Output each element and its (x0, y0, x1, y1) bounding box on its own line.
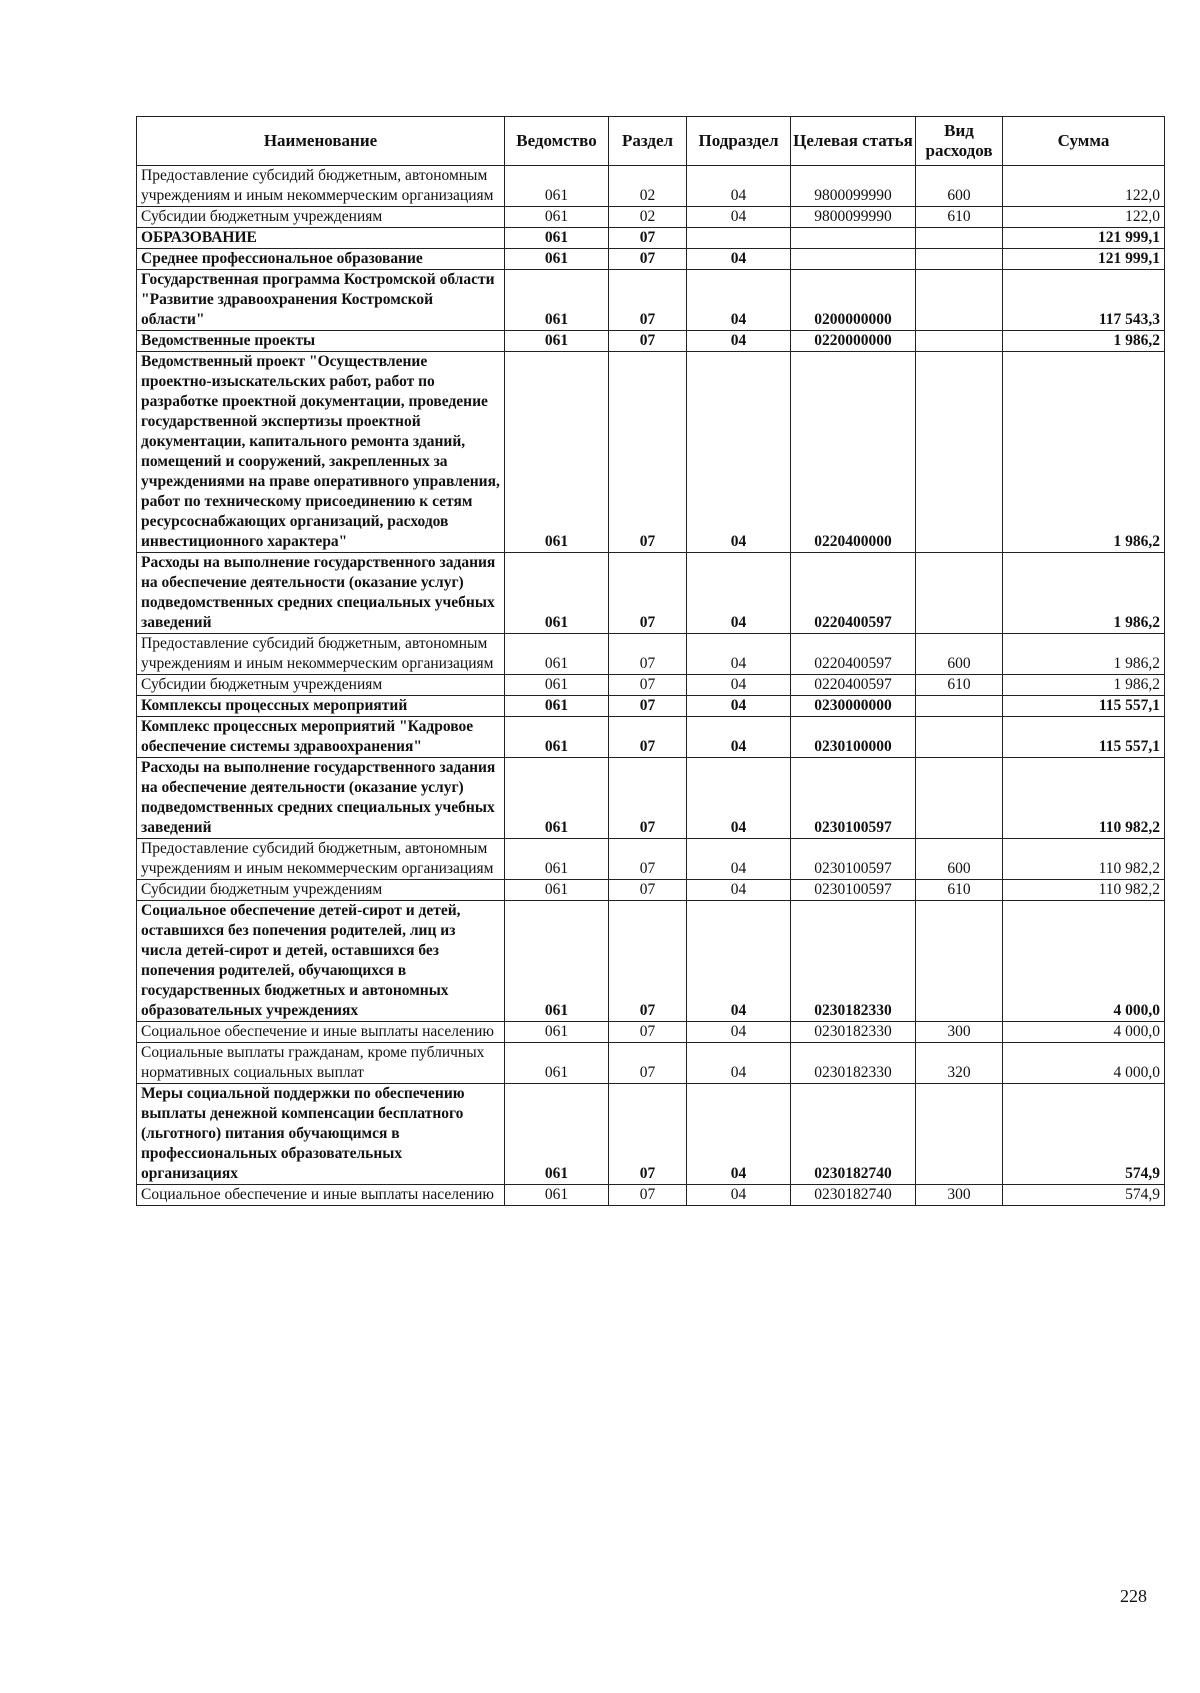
row-vedomstvo: 061 (505, 331, 609, 352)
row-celevaya-statya: 0230100000 (791, 717, 916, 758)
row-summa: 121 999,1 (1003, 228, 1165, 249)
row-vedomstvo: 061 (505, 553, 609, 634)
row-razdel: 07 (609, 331, 687, 352)
page-number: 228 (1120, 1586, 1147, 1606)
row-podrazdel: 04 (687, 1043, 791, 1084)
table-body (137, 166, 1165, 1206)
row-vid-rashodov: 300 (916, 1022, 1003, 1043)
row-celevaya-statya (791, 228, 916, 249)
row-podrazdel: 04 (687, 166, 791, 207)
row-vid-rashodov (916, 758, 1003, 839)
row-vedomstvo: 061 (505, 249, 609, 270)
row-name: ОБРАЗОВАНИЕ (137, 228, 505, 249)
row-razdel: 07 (609, 249, 687, 270)
row-vid-rashodov: 320 (916, 1043, 1003, 1084)
table-row (137, 207, 1165, 228)
row-name: Субсидии бюджетным учреждениям (137, 880, 505, 901)
row-celevaya-statya: 0230182330 (791, 901, 916, 1022)
row-summa: 115 557,1 (1003, 717, 1165, 758)
row-name: Социальное обеспечение и иные выплаты населению (137, 1185, 505, 1206)
row-vid-rashodov: 610 (916, 207, 1003, 228)
row-summa: 574,9 (1003, 1185, 1165, 1206)
row-podrazdel: 04 (687, 207, 791, 228)
header-summa: Сумма (1003, 117, 1165, 166)
row-razdel: 07 (609, 352, 687, 553)
row-vid-rashodov (916, 352, 1003, 553)
row-vedomstvo: 061 (505, 1043, 609, 1084)
row-name: Субсидии бюджетным учреждениям (137, 675, 505, 696)
row-vid-rashodov (916, 696, 1003, 717)
row-razdel: 07 (609, 634, 687, 675)
row-name: Социальное обеспечение детей-сирот и детей, оставшихся без попечения родителей, лиц из числа детей-сирот и детей, оставшихся без попечения родителей, обучающихся в государственных бюджетных и автономных образовательных учреждениях (137, 901, 505, 1022)
row-name: Ведомственные проекты (137, 331, 505, 352)
row-vedomstvo: 061 (505, 634, 609, 675)
row-vedomstvo: 061 (505, 228, 609, 249)
row-podrazdel: 04 (687, 675, 791, 696)
table-row (137, 228, 1165, 249)
row-podrazdel: 04 (687, 880, 791, 901)
row-podrazdel: 04 (687, 553, 791, 634)
row-celevaya-statya: 0230182740 (791, 1084, 916, 1185)
table-row (137, 270, 1165, 331)
row-podrazdel: 04 (687, 270, 791, 331)
row-summa: 1 986,2 (1003, 675, 1165, 696)
row-summa: 122,0 (1003, 166, 1165, 207)
row-razdel: 07 (609, 1185, 687, 1206)
table-row (137, 839, 1165, 880)
row-summa: 121 999,1 (1003, 249, 1165, 270)
row-celevaya-statya: 0200000000 (791, 270, 916, 331)
row-vid-rashodov: 600 (916, 166, 1003, 207)
row-summa: 1 986,2 (1003, 634, 1165, 675)
row-podrazdel: 04 (687, 1185, 791, 1206)
table-row (137, 1022, 1165, 1043)
row-celevaya-statya: 0230100597 (791, 839, 916, 880)
row-razdel: 07 (609, 228, 687, 249)
row-vid-rashodov: 600 (916, 634, 1003, 675)
header-celevaya-statya: Целевая статья (791, 117, 916, 166)
table-row (137, 675, 1165, 696)
row-vid-rashodov (916, 901, 1003, 1022)
row-razdel: 07 (609, 717, 687, 758)
table-row (137, 553, 1165, 634)
row-celevaya-statya: 9800099990 (791, 166, 916, 207)
row-summa: 1 986,2 (1003, 331, 1165, 352)
row-celevaya-statya: 0230182740 (791, 1185, 916, 1206)
row-summa: 4 000,0 (1003, 1022, 1165, 1043)
row-summa: 115 557,1 (1003, 696, 1165, 717)
row-podrazdel: 04 (687, 352, 791, 553)
row-razdel: 07 (609, 696, 687, 717)
row-celevaya-statya (791, 249, 916, 270)
row-vedomstvo: 061 (505, 270, 609, 331)
budget-table (136, 116, 1165, 1206)
row-vedomstvo: 061 (505, 880, 609, 901)
row-razdel: 07 (609, 553, 687, 634)
row-celevaya-statya: 0220400597 (791, 553, 916, 634)
row-name: Среднее профессиональное образование (137, 249, 505, 270)
row-name: Предоставление субсидий бюджетным, автономным учреждениям и иным некоммерческим организациям (137, 634, 505, 675)
row-summa: 4 000,0 (1003, 901, 1165, 1022)
row-celevaya-statya: 0230100597 (791, 880, 916, 901)
row-vid-rashodov (916, 249, 1003, 270)
row-razdel: 07 (609, 1022, 687, 1043)
row-summa: 110 982,2 (1003, 839, 1165, 880)
row-vedomstvo: 061 (505, 207, 609, 228)
table-row (137, 1084, 1165, 1185)
row-razdel: 07 (609, 1043, 687, 1084)
row-podrazdel: 04 (687, 1084, 791, 1185)
row-vid-rashodov: 300 (916, 1185, 1003, 1206)
header-podrazdel: Подраздел (687, 117, 791, 166)
row-summa: 122,0 (1003, 207, 1165, 228)
header-name: Наименование (137, 117, 505, 166)
row-summa: 110 982,2 (1003, 880, 1165, 901)
row-vid-rashodov (916, 553, 1003, 634)
row-vedomstvo: 061 (505, 352, 609, 553)
row-vedomstvo: 061 (505, 696, 609, 717)
row-vedomstvo: 061 (505, 675, 609, 696)
header-vedomstvo: Ведомство (505, 117, 609, 166)
row-podrazdel: 04 (687, 696, 791, 717)
row-name: Расходы на выполнение государственного задания на обеспечение деятельности (оказание услуг) подведомственных средних специальных учебных заведений (137, 553, 505, 634)
row-razdel: 07 (609, 270, 687, 331)
row-summa: 1 986,2 (1003, 553, 1165, 634)
row-podrazdel: 04 (687, 717, 791, 758)
row-podrazdel: 04 (687, 331, 791, 352)
row-razdel: 07 (609, 758, 687, 839)
table-row (137, 331, 1165, 352)
row-podrazdel: 04 (687, 249, 791, 270)
table-row (137, 1043, 1165, 1084)
row-podrazdel: 04 (687, 901, 791, 1022)
row-vedomstvo: 061 (505, 1084, 609, 1185)
table-row (137, 166, 1165, 207)
row-podrazdel: 04 (687, 839, 791, 880)
header-vid-rashodov: Вид расходов (916, 117, 1003, 166)
row-vedomstvo: 061 (505, 901, 609, 1022)
row-podrazdel: 04 (687, 1022, 791, 1043)
row-name: Расходы на выполнение государственного задания на обеспечение деятельности (оказание услуг) подведомственных средних специальных учебных заведений (137, 758, 505, 839)
table-row (137, 901, 1165, 1022)
row-celevaya-statya: 0230100597 (791, 758, 916, 839)
row-vid-rashodov (916, 1084, 1003, 1185)
row-vid-rashodov: 600 (916, 839, 1003, 880)
row-name: Предоставление субсидий бюджетным, автономным учреждениям и иным некоммерческим организациям (137, 166, 505, 207)
row-vedomstvo: 061 (505, 758, 609, 839)
row-summa: 117 543,3 (1003, 270, 1165, 331)
row-podrazdel (687, 228, 791, 249)
table-row (137, 634, 1165, 675)
row-podrazdel: 04 (687, 634, 791, 675)
row-vid-rashodov (916, 331, 1003, 352)
row-vid-rashodov (916, 228, 1003, 249)
row-summa: 4 000,0 (1003, 1043, 1165, 1084)
row-name: Предоставление субсидий бюджетным, автономным учреждениям и иным некоммерческим организациям (137, 839, 505, 880)
table-row (137, 880, 1165, 901)
row-celevaya-statya: 0220400597 (791, 675, 916, 696)
row-name: Социальное обеспечение и иные выплаты населению (137, 1022, 505, 1043)
row-vedomstvo: 061 (505, 1185, 609, 1206)
row-name: Государственная программа Костромской области "Развитие здравоохранения Костромской области" (137, 270, 505, 331)
row-vid-rashodov: 610 (916, 880, 1003, 901)
table-row (137, 696, 1165, 717)
row-summa: 1 986,2 (1003, 352, 1165, 553)
row-podrazdel: 04 (687, 758, 791, 839)
row-vid-rashodov (916, 717, 1003, 758)
row-razdel: 07 (609, 880, 687, 901)
row-celevaya-statya: 0230182330 (791, 1022, 916, 1043)
row-vedomstvo: 061 (505, 1022, 609, 1043)
table-header-row (137, 117, 1165, 166)
row-vid-rashodov (916, 270, 1003, 331)
row-name: Комплексы процессных мероприятий (137, 696, 505, 717)
table-row (137, 249, 1165, 270)
row-celevaya-statya: 0220000000 (791, 331, 916, 352)
table-row (137, 352, 1165, 553)
row-razdel: 02 (609, 207, 687, 228)
row-vid-rashodov: 610 (916, 675, 1003, 696)
row-vedomstvo: 061 (505, 717, 609, 758)
row-summa: 110 982,2 (1003, 758, 1165, 839)
row-razdel: 07 (609, 1084, 687, 1185)
header-razdel: Раздел (609, 117, 687, 166)
table-row (137, 717, 1165, 758)
table-row (137, 758, 1165, 839)
row-razdel: 07 (609, 901, 687, 1022)
table-row (137, 1185, 1165, 1206)
row-name: Социальные выплаты гражданам, кроме публичных нормативных социальных выплат (137, 1043, 505, 1084)
row-summa: 574,9 (1003, 1084, 1165, 1185)
row-vedomstvo: 061 (505, 166, 609, 207)
row-name: Субсидии бюджетным учреждениям (137, 207, 505, 228)
row-name: Комплекс процессных мероприятий "Кадровое обеспечение системы здравоохранения" (137, 717, 505, 758)
row-razdel: 07 (609, 675, 687, 696)
row-razdel: 02 (609, 166, 687, 207)
row-vedomstvo: 061 (505, 839, 609, 880)
row-razdel: 07 (609, 839, 687, 880)
row-name: Меры социальной поддержки по обеспечению выплаты денежной компенсации бесплатного (льготного) питания обучающимся в профессиональных образовательных организациях (137, 1084, 505, 1185)
row-celevaya-statya: 0220400597 (791, 634, 916, 675)
row-celevaya-statya: 0220400000 (791, 352, 916, 553)
row-celevaya-statya: 9800099990 (791, 207, 916, 228)
row-celevaya-statya: 0230182330 (791, 1043, 916, 1084)
row-celevaya-statya: 0230000000 (791, 696, 916, 717)
row-name: Ведомственный проект "Осуществление проектно-изыскательских работ, работ по разработке проектной документации, проведение государственной экспертизы проектной документации, капитального ремонта зданий, помещений и сооружений, закрепленных за учреждениями на праве оперативного управления, работ по техническому присоединению к сетям ресурсоснабжающих организаций, расходов инвестиционного характера" (137, 352, 505, 553)
